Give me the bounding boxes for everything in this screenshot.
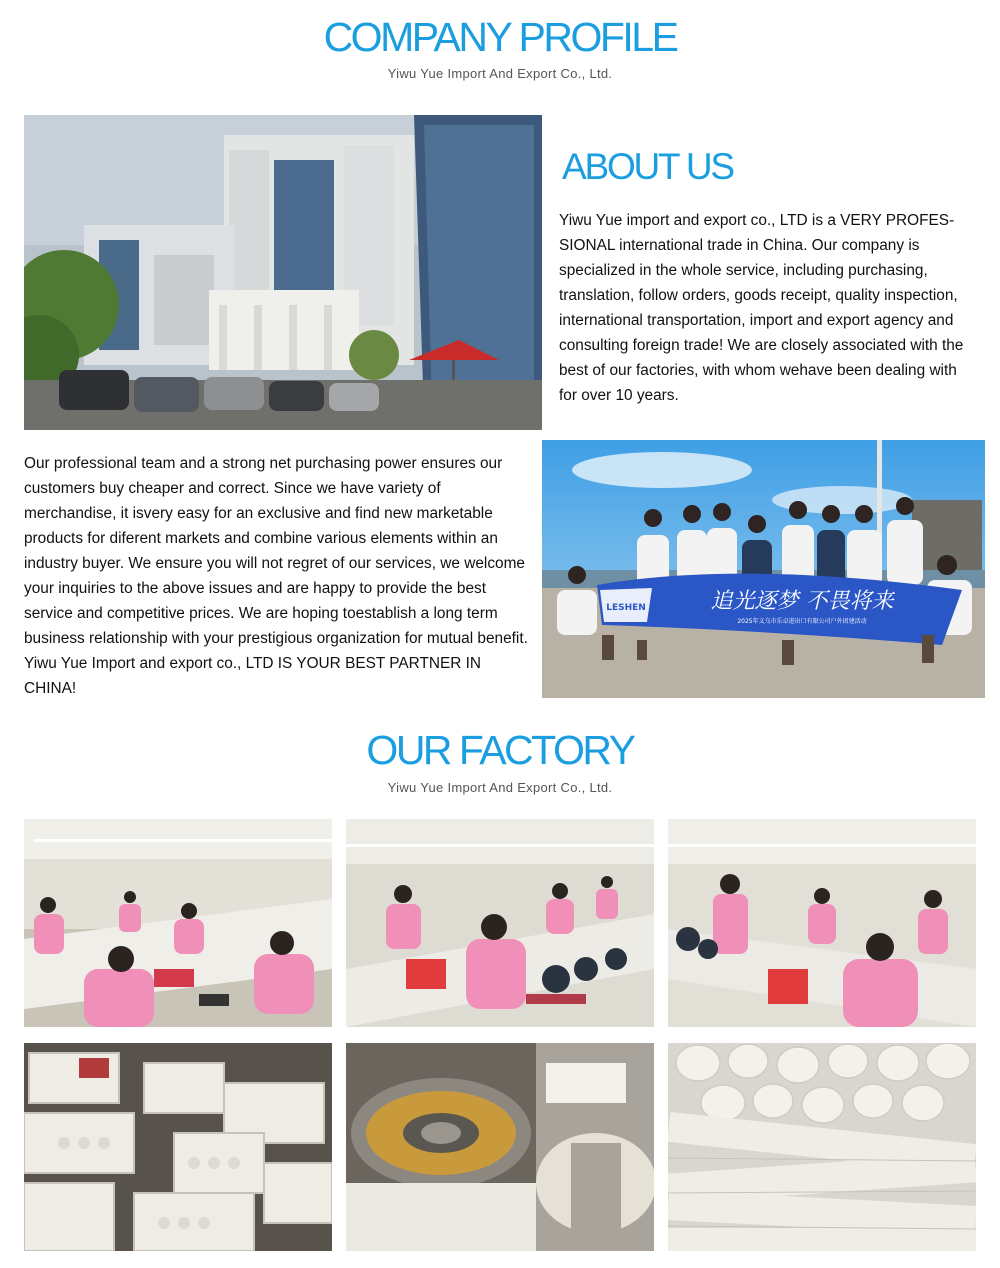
- factory-crates-photo: [24, 1043, 332, 1251]
- factory-workshop-photo-1: [24, 819, 332, 1027]
- company-profile-title: COMPANY PROFILE: [323, 14, 677, 60]
- our-factory-subtitle: Yiwu Yue Import And Export Co., Ltd.: [387, 780, 613, 795]
- office-building-photo: [24, 115, 542, 430]
- banner-brand: LESHEN: [606, 603, 646, 613]
- factory-machine-photo: [346, 1043, 654, 1251]
- banner-caption: 2025年义乌市乐卓进出口有限公司户外团建活动: [737, 618, 867, 625]
- about-us-text-continued: Our professional team and a strong net purchasing power ensures our customers buy cheaper and correct. Since we have variety of merchandise, it isvery easy for an exclusive and find new marketable products for diferent markets and combine various elements within an industry buyer. We ensure you will not regret of our services, we welcome your inquiries to the above issues and are happy to provide the best service and competitive prices. We are hoping toestablish a long term business relationship with your prestigious organization for mutual benefit. Yiwu Yue Import and export co., LTD IS YOUR BEST PARTNER IN CHINA!: [24, 455, 528, 697]
- factory-rolls-photo: [668, 1043, 976, 1251]
- about-us-text: Yiwu Yue import and export co., LTD is a VERY PROFES-SIONAL international trade in China. Our company is specialized in the whole service, including purchasing, translation, follow orders, goods receipt, quality inspection, international transportation, import and export agency and consulting foreign trade! We are closely associated with the best of our factories, with whom wehave been dealing with for over 10 years.: [559, 212, 964, 404]
- factory-workshop-photo-3: [668, 819, 976, 1027]
- team-photo: [542, 440, 985, 698]
- banner-slogan: 追光逐梦 不畏将来: [710, 589, 894, 614]
- factory-workshop-photo-2: [346, 819, 654, 1027]
- about-us-title: ABOUT US: [562, 146, 733, 187]
- our-factory-title: OUR FACTORY: [366, 727, 634, 773]
- company-profile-subtitle: Yiwu Yue Import And Export Co., Ltd.: [387, 66, 613, 81]
